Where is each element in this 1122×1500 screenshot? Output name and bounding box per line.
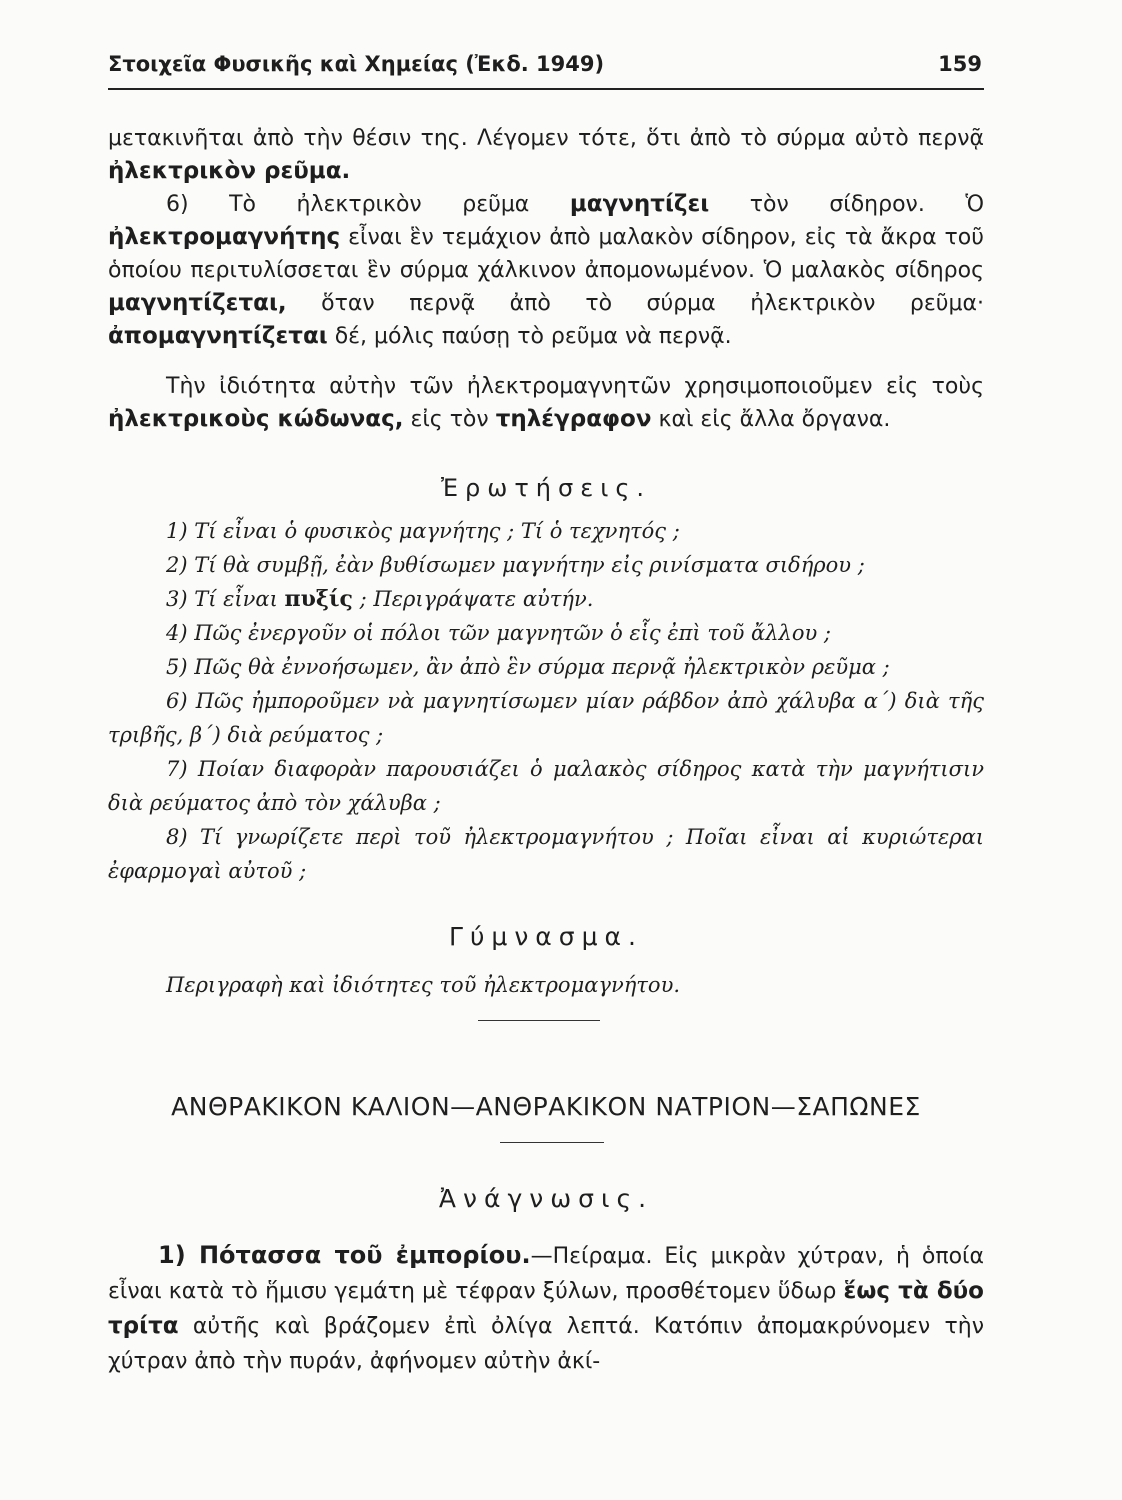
usage-text-c: εἰς τὸν: [403, 407, 496, 432]
page-number: 159: [938, 52, 982, 76]
p6-text-i: δέ, μόλις παύσῃ τὸ ρεῦμα νὰ περνᾷ.: [327, 324, 732, 349]
question-3-text-a: 3) Τί εἶναι: [166, 587, 285, 611]
p6-text-g: ὅταν περνᾷ ἀπὸ τὸ σύρμα ἠλεκτρικὸν ρεῦμα·: [286, 291, 984, 316]
question-3-text-c: ; Περιγράψατε αὐτήν.: [352, 587, 594, 611]
running-header: [108, 44, 984, 90]
question-5: 5) Πῶς θὰ ἐννοήσωμεν, ἂν ἀπὸ ἓν σύρμα περνᾷ ἠλεκτρικὸν ρεῦμα ;: [166, 655, 890, 679]
section-underline: [500, 1142, 604, 1143]
usage-text-e: καὶ εἰς ἄλλα ὄργανα.: [651, 407, 891, 432]
question-1: 1) Τί εἶναι ὁ φυσικὸς μαγνήτης ; Τί ὁ τεχνητός ;: [166, 519, 680, 543]
reading-paragraph: [108, 1238, 984, 1379]
p6-text-a: 6) Τὸ ἠλεκτρικὸν ρεῦμα: [166, 192, 570, 217]
usage-bold-bells: ἠλεκτρικοὺς κώδωνας,: [108, 406, 404, 432]
usage-bold-telegraph: τηλέγραφον: [495, 406, 652, 432]
reading-heading: Ἀνάγνωσις.: [438, 1184, 654, 1213]
question-8: 8) Τί γνωρίζετε περὶ τοῦ ἠλεκτρομαγνήτου ; Ποῖαι εἶναι αἱ κυριώτεραι ἐφαρμογαὶ αὐτοῦ ;: [108, 825, 984, 883]
paragraph-electromagnet: [108, 188, 984, 353]
reading-bold-two-thirds: ἕως τὰ δύο τρίτα: [108, 1278, 984, 1339]
p6-bold-magnetizes: μαγνητίζει: [569, 191, 710, 217]
exercise-text: Περιγραφὴ καὶ ἰδιότητες τοῦ ἠλεκτρομαγνήτου.: [166, 973, 681, 997]
usage-text-a: Τὴν ἰδιότητα αὐτὴν τῶν ἠλεκτρομαγνητῶν χρησιμοποιοῦμεν εἰς τοὺς: [166, 374, 984, 399]
intro-paragraph: [108, 122, 984, 188]
question-7: 7) Ποίαν διαφορὰν παρουσιάζει ὁ μαλακὸς σίδηρος κατὰ τὴν μαγνήτισιν διὰ ρεύματος ἀπὸ τὸν χάλυβα ;: [108, 757, 984, 815]
question-6: 6) Πῶς ἠμποροῦμεν νὰ μαγνητίσωμεν μίαν ράβδον ἀπὸ χάλυβα α΄) διὰ τῆς τριβῆς, β΄) διὰ ρεύματος ;: [108, 689, 984, 747]
question-2: 2) Τί θὰ συμβῇ, ἐὰν βυθίσωμεν μαγνήτην εἰς ρινίσματα σιδήρου ;: [166, 553, 865, 577]
questions-heading: Ἐρωτήσεις.: [440, 474, 652, 502]
exercise-heading: Γύμνασμα.: [449, 922, 643, 951]
reading-text-a: —Πείραμα. Εἰς μικρὰν χύτραν, ἡ ὁποία εἶναι κατὰ τὸ ἥμισυ γεμάτη μὲ τέφραν ξύλων, προσθέτομεν ὕδωρ: [108, 1244, 984, 1304]
section-title: ΑΝΘΡΑΚΙΚΟΝ ΚΑΛΙΟΝ—ΑΝΘΡΑΚΙΚΟΝ ΝΑΤΡΙΟΝ—ΣΑΠΩΝΕΣ: [171, 1092, 921, 1121]
header-title: Στοιχεῖα Φυσικῆς καὶ Χημείας (Ἐκδ. 1949): [108, 52, 605, 76]
separator-rule: [478, 1020, 600, 1021]
p6-bold-magnetized: μαγνητίζεται,: [108, 290, 287, 316]
paragraph-usage: [108, 370, 984, 436]
intro-text: μετακινῆται ἀπὸ τὴν θέσιν της. Λέγομεν τότε, ὅτι ἀπὸ τὸ σύρμα αὐτὸ περνᾷ: [108, 126, 984, 151]
reading-text-c: αὐτῆς καὶ βράζομεν ἐπὶ ὀλίγα λεπτά. Κατόπιν ἀπομακρύνομεν τὴν χύτραν ἀπὸ τὴν πυράν, ἀφήνομεν αὐτὴν ἀκί-: [108, 1314, 984, 1374]
question-3: [108, 582, 984, 616]
question-3-bold-compass: πυξίς: [284, 586, 353, 612]
p6-text-e: εἶναι ἓν τεμάχιον ἀπὸ μαλακὸν σίδηρον, εἰς τὰ ἄκρα τοῦ ὁποίου περιτυλίσσεται ἓν σύρμα χάλκινον ἀπομονωμένον. Ὁ μαλακὸς σίδηρος: [108, 225, 984, 283]
p6-bold-electromagnet: ἠλεκτρομαγνήτης: [108, 224, 341, 250]
reading-title: 1) Πότασσα τοῦ ἐμπορίου.: [158, 1241, 531, 1269]
p6-text-c: τὸν σίδηρον. Ὁ: [709, 192, 984, 217]
p6-bold-demagnetized: ἀπομαγνητίζεται: [108, 323, 328, 349]
questions-list: [108, 514, 984, 888]
intro-bold-term: ἠλεκτρικὸν ρεῦμα.: [108, 158, 351, 184]
question-4: 4) Πῶς ἐνεργοῦν οἱ πόλοι τῶν μαγνητῶν ὁ εἷς ἐπὶ τοῦ ἄλλου ;: [166, 621, 832, 645]
